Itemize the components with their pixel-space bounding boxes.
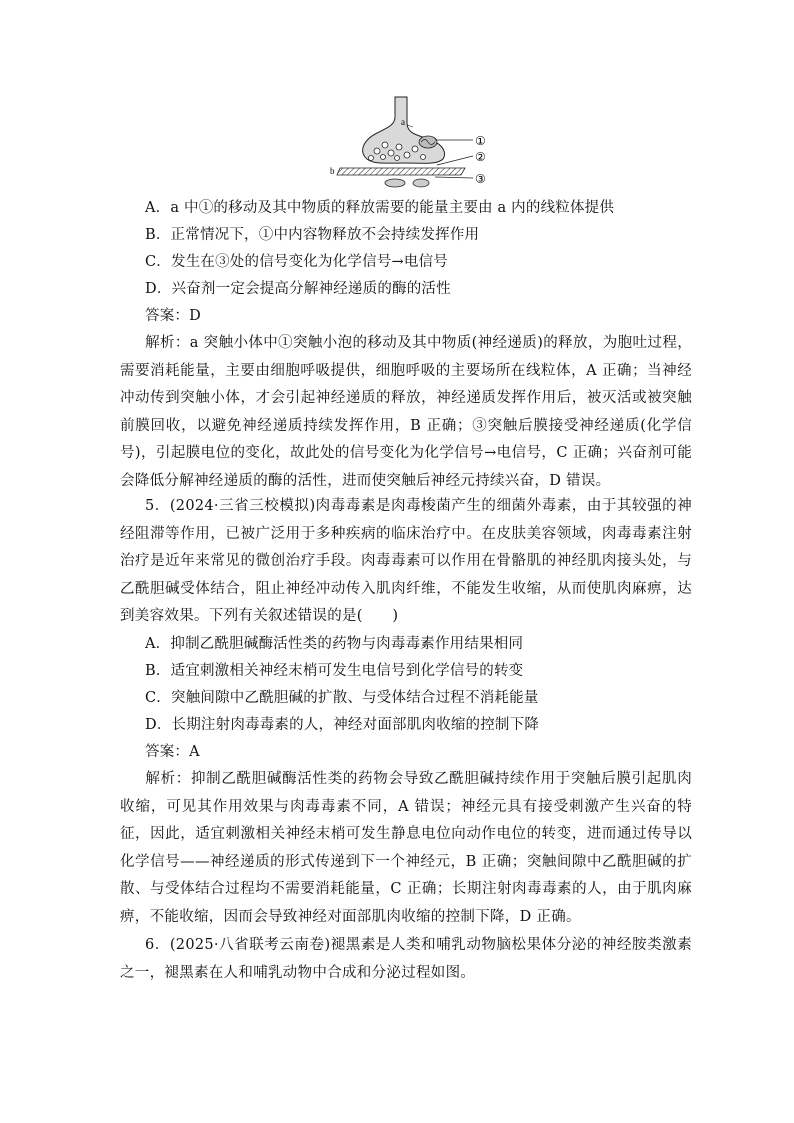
- q5-option-c: C．突触间隙中乙酰胆碱的扩散、与受体结合过程不消耗能量: [145, 690, 539, 706]
- q6-stem: [120, 932, 692, 987]
- q4-option-a: A．a 中①的移动及其中物质的释放需要的能量主要由 a 内的线粒体提供: [145, 200, 615, 216]
- q5-stem-text: 5．(2024·三省三校模拟)肉毒毒素是肉毒梭菌产生的细菌外毒素，由于其较强的神经阻滞等作用，已被广泛用于多种疾病的临床治疗中。在皮肤美容领域，肉毒毒素注射治疗是近年来常见的微创治疗手段。肉毒毒素可以作用在骨骼肌的神经肌肉接头处，与乙酰胆碱受体结合，阻止神经冲动传入肌肉纤维，不能发生收缩，从而使肌肉麻痹，达到美容效果。下列有关叙述错误的是( ): [120, 498, 692, 624]
- q5-analysis-text: 解析：抑制乙酰胆碱酶活性类的药物会导致乙酰胆碱持续作用于突触后膜引起肌肉收缩，可见其作用效果与肉毒毒素不同，A 错误；神经元具有接受刺激产生兴奋的特征，因此，适宜刺激相关神经末梢可发生静息电位向动作电位的转变，进而通过传导以化学信号——神经递质的形式传递到下一个神经元，B 正确；突触间隙中乙酰胆碱的扩散、与受体结合过程均不需要消耗能量，C 正确；长期注射肉毒毒素的人，由于肌肉麻痹，不能收缩，因而会导致神经对面部肌肉收缩的控制下降，D 正确。: [120, 771, 692, 925]
- label-1: ①: [475, 134, 486, 148]
- q5-analysis: [120, 766, 692, 931]
- q4-option-d: D．兴奋剂一定会提高分解神经递质的酶的活性: [145, 281, 451, 297]
- q5-option-a: A．抑制乙酰胆碱酶活性类的药物与肉毒毒素作用结果相同: [145, 636, 524, 652]
- q4-answer: 答案：D: [145, 308, 201, 324]
- q5-option-b: B．适宜刺激相关神经末梢可发生电信号到化学信号的转变: [145, 663, 524, 679]
- q4-option-b: B．正常情况下，①中内容物释放不会持续发挥作用: [145, 227, 480, 243]
- q4-analysis-text: 解析：a 突触小体中①突触小泡的移动及其中物质(神经递质)的释放，为胞吐过程，需要消耗能量，主要由细胞呼吸提供，细胞呼吸的主要场所在线粒体，A 正确；当神经冲动传到突触小体，才会引起神经递质的释放，神经递质发挥作用后，被灭活或被突触前膜回收，以避免神经递质持续发挥作用，B 正确；③突触后膜接受神经递质(化学信号)，引起膜电位的变化，故此处的信号变化为化学信号→电信号，C 正确；兴奋剂可能会降低分解神经递质的酶的活性，进而使突触后神经元持续兴奋，D 错误。: [120, 335, 692, 489]
- q6-stem-text: 6．(2025·八省联考云南卷)褪黑素是人类和哺乳动物脑松果体分泌的神经胺类激素之一，褪黑素在人和哺乳动物中合成和分泌过程如图。: [120, 937, 692, 981]
- q4-option-c: C．发生在③处的信号变化为化学信号→电信号: [145, 254, 448, 270]
- label-3: ③: [475, 172, 486, 186]
- label-2: ②: [475, 150, 486, 164]
- label-a: a: [401, 117, 405, 127]
- q4-analysis: [120, 330, 692, 495]
- q5-answer: 答案：A: [145, 744, 200, 760]
- synapse-diagram: [325, 95, 495, 190]
- label-b: b: [330, 166, 335, 176]
- q5-stem: [120, 493, 692, 631]
- q5-option-d: D．长期注射肉毒毒素的人，神经对面部肌肉收缩的控制下降: [145, 717, 540, 733]
